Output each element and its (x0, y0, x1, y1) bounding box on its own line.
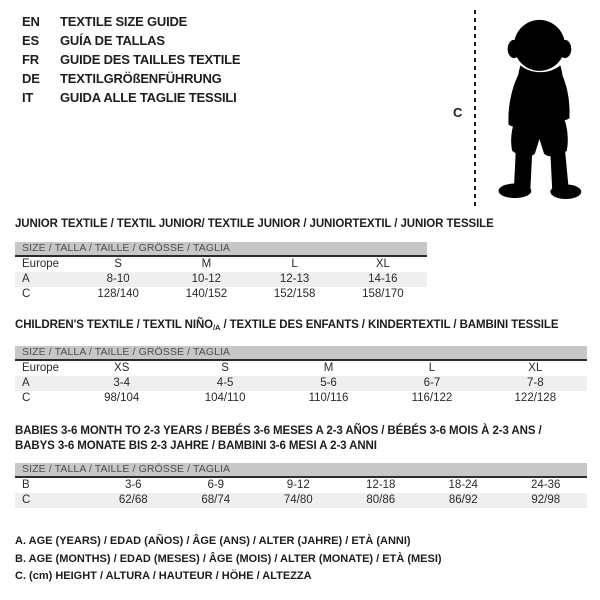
row-label: C (22, 494, 31, 506)
row-label: Europe (22, 258, 60, 270)
row-label: A (22, 273, 30, 285)
language-row (22, 50, 240, 69)
table-cell: L (428, 362, 436, 374)
table-cell: 7-8 (527, 377, 544, 389)
table-row (15, 391, 587, 406)
table-cell: 24-36 (531, 479, 561, 491)
children-title-pre: CHILDREN'S TEXTILE / TEXTIL NIÑO (15, 319, 214, 331)
table-cell: 116/122 (411, 392, 453, 404)
row-label: B (22, 479, 30, 491)
language-row (22, 31, 240, 50)
table-row (15, 272, 427, 287)
junior-table-title: JUNIOR TEXTILE / TEXTIL JUNIOR/ TEXTILE JUNIOR / JUNIORTEXTIL / JUNIOR TESSILE (15, 218, 494, 230)
language-title: GUIDE DES TAILLES TEXTILE (60, 52, 241, 67)
table-cell: 158/170 (362, 288, 404, 300)
table-row (15, 287, 427, 302)
size-header-bar: SIZE / TALLA / TAILLE / GRÖSSE / TAGLIA (15, 463, 587, 478)
table-row (15, 376, 587, 391)
table-cell: 3-4 (113, 377, 131, 389)
table-cell: 12-13 (279, 273, 310, 285)
table-cell: 5-6 (320, 377, 337, 389)
size-header-bar: SIZE / TALLA / TAILLE / GRÖSSE / TAGLIA (15, 346, 587, 361)
language-code: EN (22, 14, 40, 29)
language-code: FR (22, 52, 39, 67)
table-cell: 110/116 (308, 392, 349, 404)
table-row (15, 478, 587, 493)
legend-line-a: A. AGE (YEARS) / EDAD (AÑOS) / ÂGE (ANS) / ALTER (JAHRE) / ETÀ (ANNI) (15, 535, 411, 547)
height-label: C (453, 105, 463, 120)
table-cell: 14-16 (368, 273, 398, 285)
table-cell: 104/110 (204, 392, 246, 404)
table-cell: XS (114, 362, 130, 374)
size-header-bar: SIZE / TALLA / TAILLE / GRÖSSE / TAGLIA (15, 242, 427, 257)
children-title-subscript: /A (213, 323, 221, 332)
table-cell: 18-24 (448, 479, 478, 491)
table-cell: 80/86 (366, 494, 396, 506)
language-title: GUÍA DE TALLAS (60, 33, 165, 48)
table-cell: 4-5 (216, 377, 234, 389)
language-code: DE (22, 71, 40, 86)
legend-line-b: B. AGE (MONTHS) / EDAD (MESES) / ÂGE (MOIS) / ALTER (MONATE) / ETÀ (MESI) (15, 552, 442, 565)
table-cell: 10-12 (191, 273, 222, 285)
language-code: IT (22, 90, 34, 105)
baby-silhouette-image (484, 10, 584, 208)
table-cell: 92/98 (531, 494, 561, 506)
legend-line-c: C. (cm) HEIGHT / ALTURA / HAUTEUR / HÖHE / ALTEZZA (15, 570, 312, 582)
table-cell: 98/104 (104, 392, 140, 404)
row-label: A (22, 377, 30, 389)
children-title-post: / TEXTILE DES ENFANTS / KINDERTEXTIL / BAMBINI TESSILE (220, 319, 559, 331)
table-cell: XL (375, 258, 390, 270)
table-cell: S (221, 362, 229, 374)
row-label: C (22, 288, 31, 300)
table-cell: M (201, 258, 212, 270)
table-row (15, 257, 427, 272)
height-dotted-line (474, 10, 476, 209)
language-list (22, 12, 240, 107)
table-cell: L (291, 258, 298, 270)
junior-table (15, 242, 427, 302)
table-cell: 86/92 (448, 494, 478, 506)
table-cell: 152/158 (273, 288, 316, 300)
row-label: C (22, 392, 31, 404)
language-title: GUIDA ALLE TAGLIE TESSILI (60, 90, 237, 105)
table-cell: 9-12 (286, 479, 310, 491)
language-row (22, 12, 240, 31)
table-cell: 140/152 (185, 288, 228, 300)
table-cell: M (323, 362, 334, 374)
children-table (15, 346, 587, 406)
table-row (15, 361, 587, 376)
babies-title-line2: BABYS 3-6 MONATE BIS 2-3 JAHRE / BAMBINI 3-6 MESI A 2-3 ANNI (15, 440, 377, 452)
language-code: ES (22, 33, 39, 48)
row-label: Europe (22, 362, 60, 374)
language-title: TEXTILGRÖßENFÜHRUNG (60, 71, 222, 86)
table-cell: 128/140 (97, 288, 139, 300)
table-cell: 8-10 (106, 273, 130, 285)
table-cell: 68/74 (201, 494, 231, 506)
language-row (22, 88, 240, 107)
babies-table (15, 463, 587, 508)
table-row (15, 493, 587, 508)
table-cell: XL (528, 362, 543, 374)
legend (15, 533, 442, 586)
language-title: TEXTILE SIZE GUIDE (60, 14, 188, 29)
height-figure (448, 6, 598, 211)
table-cell: 6-7 (423, 377, 441, 389)
table-cell: 6-9 (207, 479, 225, 491)
babies-title-line1: BABIES 3-6 MONTH TO 2-3 YEARS / BEBÉS 3-6 MESES A 2-3 AÑOS / BÉBÉS 3-6 MOIS À 2-3 ANS / (15, 425, 542, 437)
language-row (22, 69, 240, 88)
table-cell: 12-18 (366, 479, 396, 491)
table-cell: 74/80 (283, 494, 313, 506)
table-cell: 3-6 (124, 479, 142, 491)
babies-table-title (15, 424, 542, 454)
table-cell: 62/68 (118, 494, 148, 506)
table-cell: S (114, 258, 122, 270)
children-table-title (15, 318, 558, 333)
table-cell: 122/128 (514, 392, 557, 404)
